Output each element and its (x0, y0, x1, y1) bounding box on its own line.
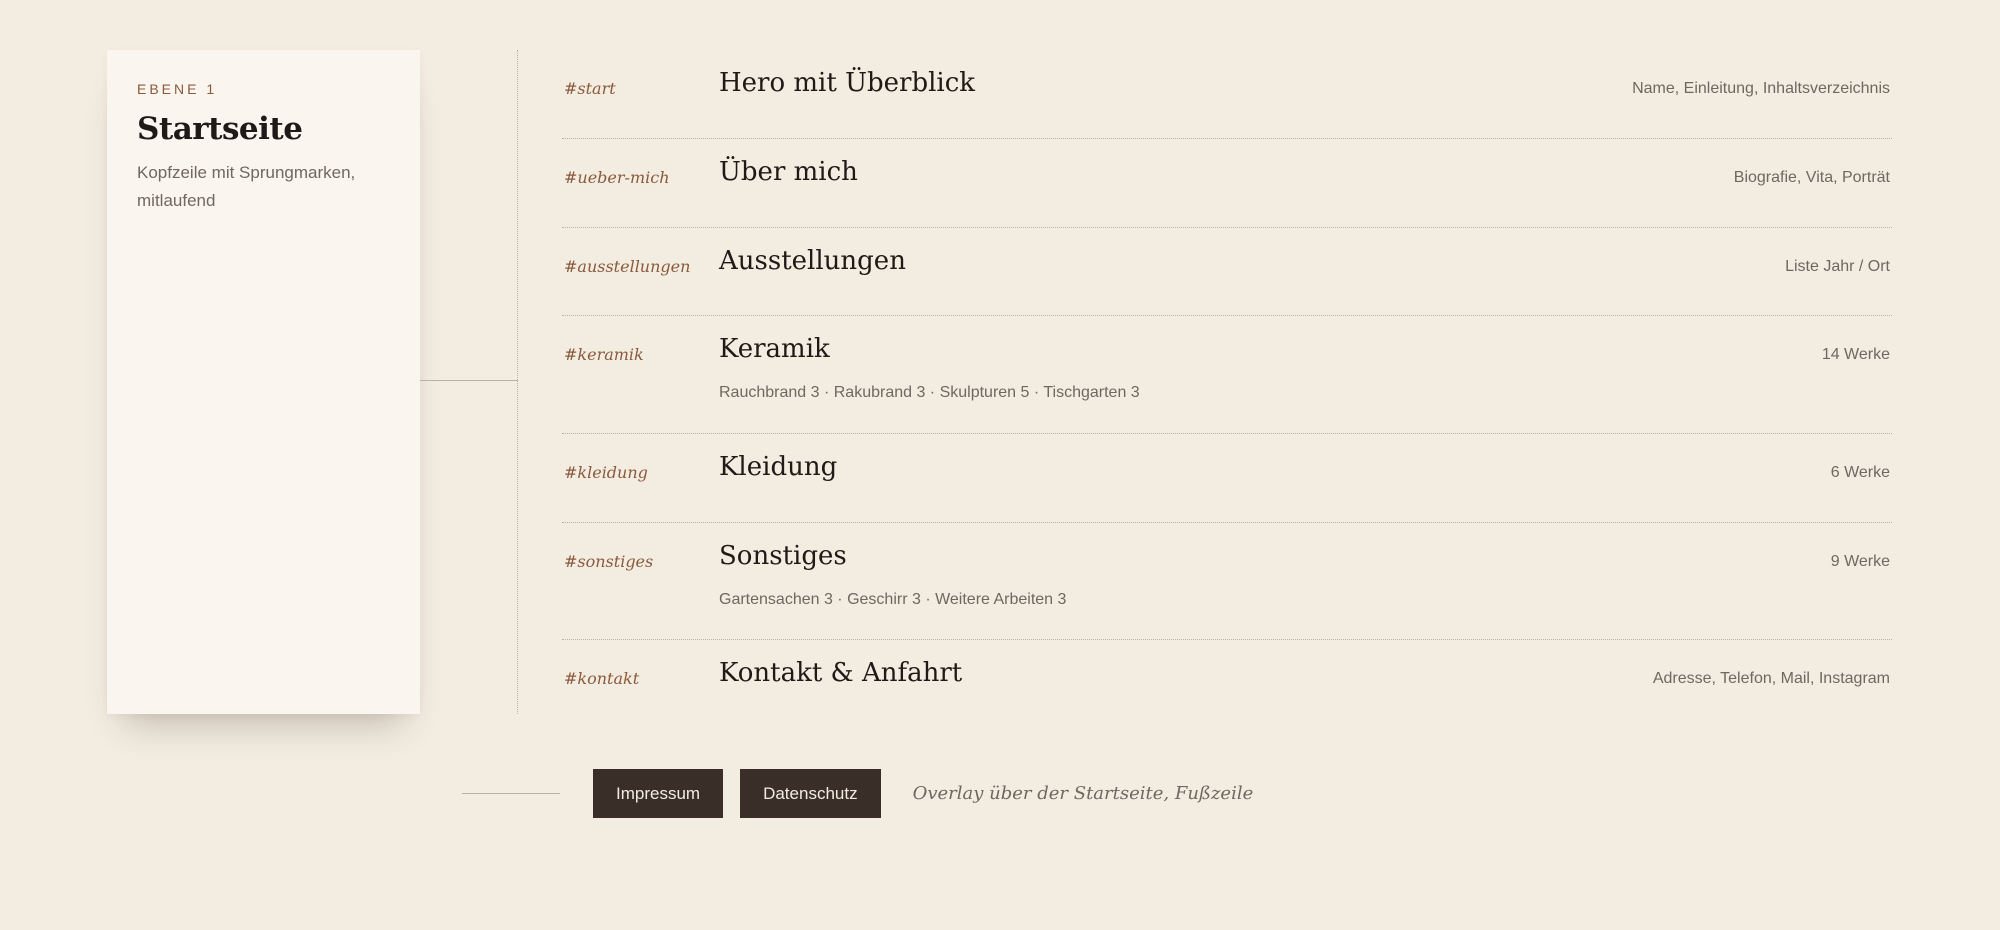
section-anchor[interactable]: #ueber-mich (564, 168, 670, 187)
impressum-button[interactable]: Impressum (593, 769, 723, 818)
section-meta: 6 Werke (1830, 464, 1890, 481)
section-anchor[interactable]: #ausstellungen (564, 257, 691, 276)
section-name: Ausstellungen (719, 246, 906, 276)
footer-overlay (462, 768, 1253, 818)
section-row-kleidung (562, 434, 1892, 523)
section-row-sonstiges (562, 523, 1892, 640)
section-subcategories: Rauchbrand 3 · Rakubrand 3 · Skulpturen 5 · Tischgarten 3 (719, 384, 1140, 401)
section-row-kontakt (562, 640, 1892, 714)
page-card-startseite (107, 50, 420, 714)
section-name: Kleidung (719, 452, 838, 482)
section-name: Über mich (719, 157, 858, 187)
section-anchor[interactable]: #sonstiges (564, 552, 654, 571)
level-label: EBENE 1 (137, 81, 218, 97)
section-anchor[interactable]: #keramik (564, 345, 644, 364)
section-subcategories: Gartensachen 3 · Geschirr 3 · Weitere Arbeiten 3 (719, 591, 1067, 608)
section-meta: Biografie, Vita, Porträt (1733, 169, 1890, 186)
footer-connector-line (462, 793, 560, 794)
section-anchor[interactable]: #kleidung (564, 463, 648, 482)
section-anchor[interactable]: #start (564, 79, 616, 98)
section-tree-line (517, 50, 518, 714)
section-meta: Liste Jahr / Ort (1785, 258, 1890, 275)
section-list (562, 50, 1892, 714)
datenschutz-button[interactable]: Datenschutz (740, 769, 881, 818)
page-title: Startseite (137, 111, 303, 147)
section-row-ueber-mich (562, 139, 1892, 228)
card-connector-line (420, 380, 518, 381)
section-meta: 14 Werke (1821, 346, 1890, 363)
section-name: Sonstiges (719, 541, 847, 571)
section-name: Kontakt & Anfahrt (719, 658, 963, 688)
section-row-keramik (562, 316, 1892, 434)
page-description: Kopfzeile mit Sprungmarken, mitlaufend (137, 163, 356, 210)
section-row-ausstellungen (562, 228, 1892, 316)
section-name: Keramik (719, 334, 830, 364)
section-meta: Name, Einleitung, Inhaltsverzeichnis (1632, 80, 1890, 97)
section-meta: 9 Werke (1830, 553, 1890, 570)
section-meta: Adresse, Telefon, Mail, Instagram (1652, 670, 1890, 687)
section-row-start (562, 50, 1892, 139)
footer-note: Overlay über der Startseite, Fußzeile (912, 782, 1254, 804)
section-anchor[interactable]: #kontakt (564, 669, 640, 688)
section-name: Hero mit Überblick (719, 68, 976, 98)
